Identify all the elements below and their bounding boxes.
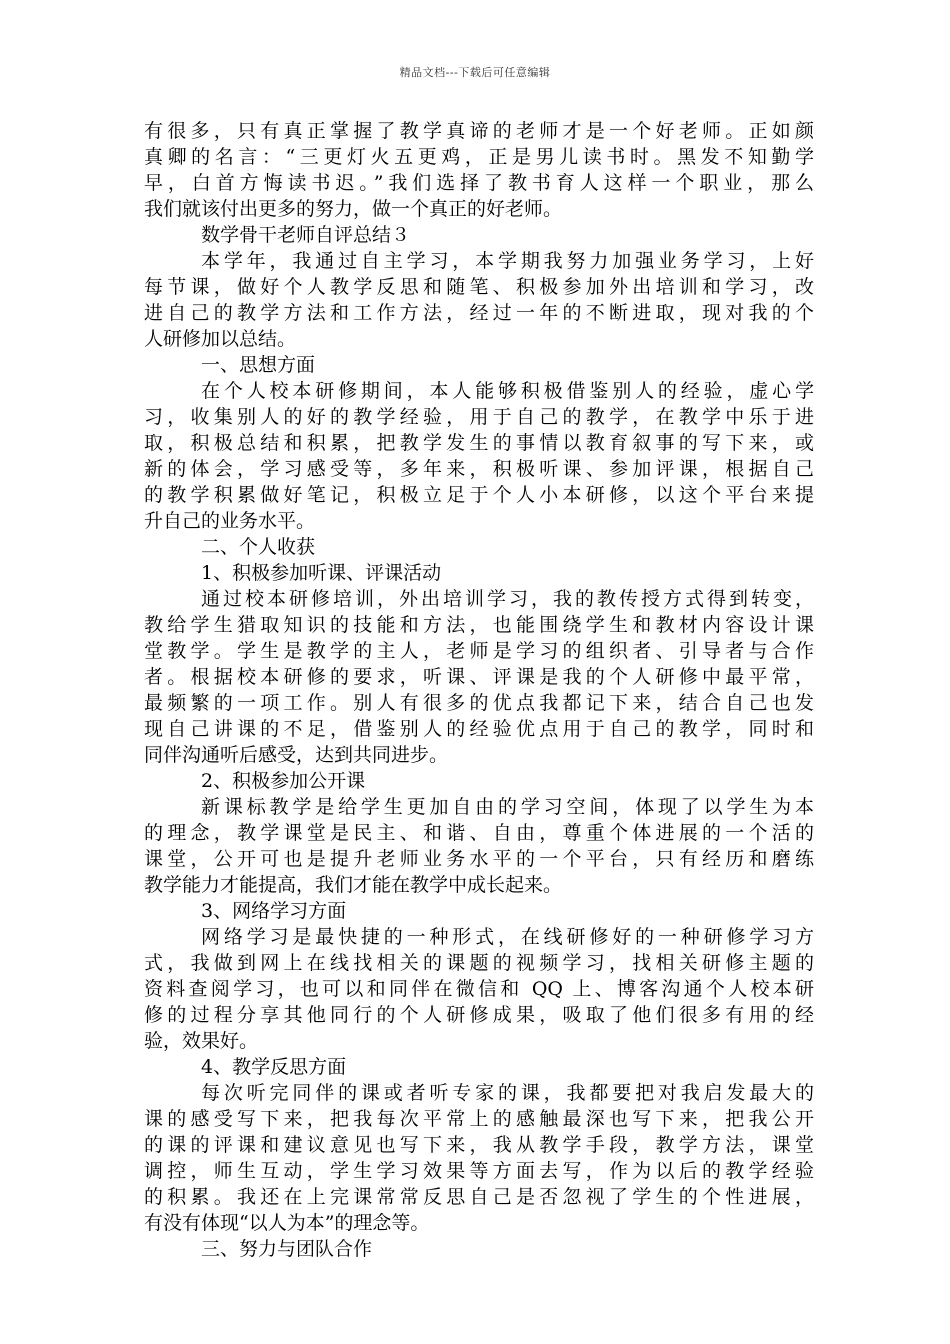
text-line: 3、网络学习方面	[201, 900, 347, 922]
text-line: 者。根据校本研修的要求，听课、评课是我的个人研修中最平常，	[144, 666, 814, 688]
text-line: 的理念，教学课堂是民主、和谐、自由，尊重个体进展的一个活的	[144, 822, 814, 844]
text-line: 网络学习是最快捷的一种形式，在线研修好的一种研修学习方	[201, 926, 814, 948]
text-line: 数学骨干老师自评总结３	[201, 224, 411, 246]
text-line: 有很多，只有真正掌握了教学真谛的老师才是一个好老师。正如颜	[144, 120, 814, 142]
text-line: 升自己的业务水平。	[144, 510, 316, 532]
text-line: 的课的评课和建议意见也写下来，我从教学手段，教学方法，课堂	[144, 1134, 814, 1156]
text-line: 通过校本研修培训，外出培训学习，我的教传授方式得到转变，	[201, 588, 814, 610]
text-line: 4、教学反思方面	[201, 1056, 347, 1078]
text-line: 现自己讲课的不足，借鉴别人的经验优点用于自己的教学，同时和	[144, 718, 814, 740]
text-line: 1、积极参加听课、评课活动	[201, 562, 442, 584]
text-line: 二、个人收获	[201, 536, 316, 558]
text-line: 有没有体现“以人为本”的理念等。	[144, 1212, 430, 1234]
text-line: 教学能力才能提高，我们才能在教学中成长起来。	[144, 874, 563, 896]
text-line: 教给学生猎取知识的技能和方法，也能围绕学生和教材内容设计课	[144, 614, 814, 636]
text-line: 习，收集别人的好的教学经验，用于自己的教学，在教学中乐于进	[144, 406, 814, 428]
text-line: 资料查阅学习，也可以和同伴在微信和 QQ 上、博客沟通个人校本研	[144, 978, 814, 1000]
page-header: 精品文档---下载后可任意编辑	[399, 66, 551, 79]
text-line: 人研修加以总结。	[144, 328, 297, 350]
text-line: 一、思想方面	[201, 354, 316, 376]
text-line: 本学年，我通过自主学习，本学期我努力加强业务学习，上好	[201, 250, 814, 272]
text-line: 课的感受写下来，把我每次平常上的感触最深也写下来，把我公开	[144, 1108, 814, 1130]
text-line: 堂教学。学生是教学的主人，老师是学习的组织者、引导者与合作	[144, 640, 814, 662]
text-line: 同伴沟通听后感受，达到共同进步。	[144, 744, 449, 766]
text-line: 修的过程分享其他同行的个人研修成果，吸取了他们很多有用的经	[144, 1004, 814, 1026]
text-line: 每节课，做好个人教学反思和随笔、积极参加外出培训和学习，改	[144, 276, 814, 298]
text-line: 新的体会，学习感受等，多年来，积极听课、参加评课，根据自己	[144, 458, 814, 480]
text-line: 三、努力与团队合作	[201, 1238, 373, 1260]
text-line: 我们就该付出更多的努力，做一个真正的好老师。	[144, 198, 563, 220]
text-line: 早，白首方悔读书迟。”我们选择了教书育人这样一个职业，那么	[144, 172, 814, 194]
text-line: 在个人校本研修期间，本人能够积极借鉴别人的经验，虚心学	[201, 380, 814, 402]
text-line: 课堂，公开可也是提升老师业务水平的一个平台，只有经历和磨练	[144, 848, 814, 870]
text-line: 的教学积累做好笔记，积极立足于个人小本研修，以这个平台来提	[144, 484, 814, 506]
text-line: 最频繁的一项工作。别人有很多的优点我都记下来，结合自己也发	[144, 692, 814, 714]
text-line: 真卿的名言：“三更灯火五更鸡，正是男儿读书时。黑发不知勤学	[144, 146, 814, 168]
text-line: 的积累。我还在上完课常常反思自己是否忽视了学生的个性进展，	[144, 1186, 814, 1208]
text-line: 进自己的教学方法和工作方法，经过一年的不断进取，现对我的个	[144, 302, 814, 324]
text-line: 取，积极总结和积累，把教学发生的事情以教育叙事的写下来，或	[144, 432, 814, 454]
document-body	[144, 118, 814, 1262]
text-line: 式，我做到网上在线找相关的课题的视频学习，找相关研修主题的	[144, 952, 814, 974]
text-line: 调控，师生互动，学生学习效果等方面去写，作为以后的教学经验	[144, 1160, 814, 1182]
text-line: 验，效果好。	[144, 1030, 259, 1052]
text-line: 2、积极参加公开课	[201, 770, 366, 792]
text-line: 每次听完同伴的课或者听专家的课，我都要把对我启发最大的	[201, 1082, 814, 1104]
text-line: 新课标教学是给学生更加自由的学习空间，体现了以学生为本	[201, 796, 814, 818]
